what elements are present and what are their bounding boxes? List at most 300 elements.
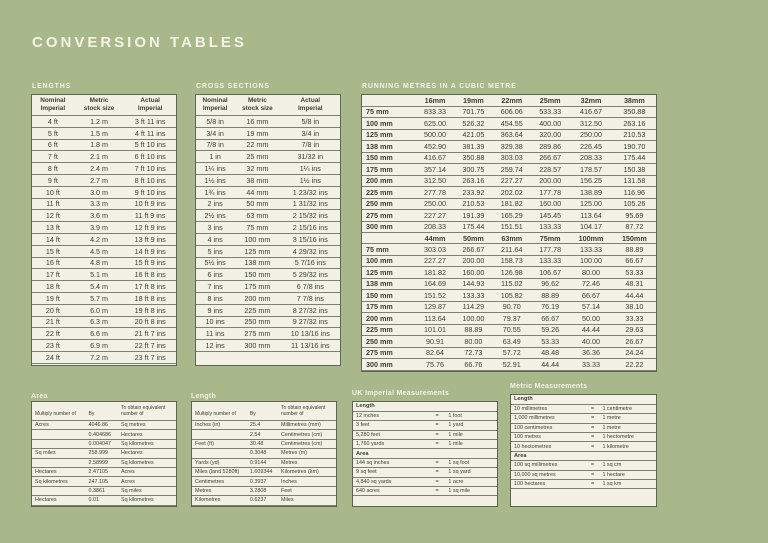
table-cell: 7.2 m [74, 351, 125, 363]
table-cell: 606.06 [493, 106, 531, 118]
table-cell: 7/8 in [196, 139, 234, 151]
table-cell: Inches [278, 477, 336, 486]
table-cell: 23 ft [32, 340, 74, 352]
table-cell: 63.49 [493, 336, 531, 348]
table-cell: 131.58 [613, 175, 656, 187]
table-row [32, 222, 176, 234]
table-row [362, 164, 656, 176]
table-cell: = [586, 414, 600, 423]
header-row [32, 402, 176, 421]
table-cell: 2 ins [196, 198, 234, 210]
table-cell: Miles [278, 496, 336, 505]
table-row [196, 340, 340, 352]
table-cell: 4.2 m [74, 233, 125, 245]
table-cell: 178.57 [569, 164, 612, 176]
table-cell: 289.86 [531, 141, 569, 153]
group-row [511, 395, 656, 404]
table-cell: 1 sq km [599, 480, 656, 489]
table-cell: 88.89 [613, 244, 656, 256]
table-cell: 0.01 [85, 496, 118, 505]
table-cell: Metres [278, 458, 336, 467]
column-header: Multiply number of [32, 402, 85, 421]
table-cell: 421.05 [454, 129, 492, 141]
table-cell: 277.78 [416, 187, 454, 199]
table-cell: 113.64 [416, 313, 454, 325]
table-cell: 90.70 [493, 301, 531, 313]
table-row [32, 477, 176, 486]
table-cell: 1,760 yards [353, 440, 429, 449]
table-cell: 13 ft 9 ins [124, 233, 176, 245]
table-cell: 87.72 [613, 221, 656, 233]
table-cell: 18 ft 8 ins [124, 292, 176, 304]
table-cell: 4 29/32 ins [281, 245, 340, 257]
table-cell: 190.70 [613, 141, 656, 153]
row-label: 138 mm [362, 278, 416, 290]
table-cell: 320.00 [531, 129, 569, 141]
table-cell: 5½ ins [196, 257, 234, 269]
table-row [32, 257, 176, 269]
table-cell: 6.0 m [74, 304, 125, 316]
row-label: 250 mm [362, 198, 416, 210]
table-cell: 5.1 m [74, 269, 125, 281]
table-cell: 151.52 [416, 290, 454, 302]
table-cell: 10 ins [196, 316, 234, 328]
table-cell: 7/8 in [281, 139, 340, 151]
table-cell: 8 27/32 ins [281, 304, 340, 316]
table-row [511, 423, 656, 432]
table-cell: 3.9 m [74, 222, 125, 234]
table-row [362, 336, 656, 348]
table-row [192, 486, 336, 495]
table-cell: 8 ins [196, 292, 234, 304]
table-row [362, 347, 656, 359]
table-row [196, 116, 340, 128]
table-cell: 20 ft [32, 304, 74, 316]
table-cell: 158.73 [493, 255, 531, 267]
table-cell: 6.6 m [74, 328, 125, 340]
table-cell: 24 ft [32, 351, 74, 363]
row-label: 150 mm [362, 290, 416, 302]
table-row [362, 244, 656, 256]
table-row [32, 340, 176, 352]
table-cell: Sq kilometres [32, 477, 85, 486]
table-cell: 144 sq inches [353, 458, 429, 467]
table-cell: 3.0 m [74, 186, 125, 198]
table-cell: Sq kilometres [118, 439, 176, 448]
table-row [362, 255, 656, 267]
table-cell [192, 430, 247, 439]
table-cell: 20 ft 8 ins [124, 316, 176, 328]
uk-imperial-panel [352, 401, 498, 507]
table-cell: 3.2808 [247, 486, 278, 495]
table-cell: = [429, 411, 446, 420]
table-cell: 2.54 [247, 430, 278, 439]
table-cell: 4 ft 11 ins [124, 127, 176, 139]
table-cell: 701.75 [454, 106, 492, 118]
group-label: Area [511, 451, 656, 460]
table-row [32, 439, 176, 448]
table-cell: 100 metres [511, 433, 586, 442]
table-cell: 8 ft [32, 163, 74, 175]
table-cell: 144.93 [454, 278, 492, 290]
table-cell: 9 ft 10 ins [124, 186, 176, 198]
table-cell: 1 sq foot [445, 458, 497, 467]
table-cell: 7 ft 10 ins [124, 163, 176, 175]
column-header: Actual Imperial [281, 95, 340, 116]
table-cell: 1½ ins [196, 174, 234, 186]
table-cell: Centimetres (cm) [278, 430, 336, 439]
row-label: 200 mm [362, 313, 416, 325]
group-row [511, 451, 656, 460]
header-row [192, 402, 336, 421]
table-cell: 177.78 [531, 244, 569, 256]
table-cell: 66.67 [613, 255, 656, 267]
table-cell: 13 ft [32, 222, 74, 234]
table-cell: 1 sq cm [599, 461, 656, 470]
table-cell: 211.64 [493, 244, 531, 256]
row-label: 250 mm [362, 336, 416, 348]
table-cell [192, 449, 247, 458]
table-cell: 15 ft [32, 245, 74, 257]
table-cell: 14 ft 9 ins [124, 245, 176, 257]
table-row [196, 127, 340, 139]
table-cell: 250 mm [234, 316, 280, 328]
column-header: To obtain equivalent number of [278, 402, 336, 421]
table-cell: 133.33 [569, 244, 612, 256]
table-cell: 59.26 [531, 324, 569, 336]
table-cell: 12 ft 9 ins [124, 222, 176, 234]
table-cell: 6 ins [196, 269, 234, 281]
table-cell: 100 centimetres [511, 423, 586, 432]
table-cell: Centimetres (cm) [278, 439, 336, 448]
lengths-table-panel [31, 94, 177, 366]
table-row [196, 163, 340, 175]
table-row [362, 313, 656, 325]
table-cell: 1,000 millimetres [511, 414, 586, 423]
group-row [353, 449, 497, 458]
size-column-header: 75mm [531, 233, 569, 244]
table-cell: 1 23/32 ins [281, 186, 340, 198]
table-cell: 160.00 [454, 267, 492, 279]
table-cell: 1 yard [445, 421, 497, 430]
table-cell: 533.33 [531, 106, 569, 118]
table-row [362, 152, 656, 164]
table-cell: Yards (yd) [192, 458, 247, 467]
row-label: 125 mm [362, 267, 416, 279]
table-cell: = [429, 487, 446, 496]
table-row [32, 174, 176, 186]
table-row [32, 198, 176, 210]
table-cell: 3 15/16 ins [281, 233, 340, 245]
table-row [32, 139, 176, 151]
table-cell: = [429, 421, 446, 430]
table-cell: 233.92 [454, 187, 492, 199]
table-cell: 79.37 [493, 313, 531, 325]
table-cell: 1 mile [445, 430, 497, 439]
table-cell: 350.88 [613, 106, 656, 118]
table-cell: = [586, 433, 600, 442]
table-row [362, 118, 656, 130]
table-cell: = [586, 404, 600, 413]
table-cell: Kilometres (km) [278, 467, 336, 476]
table-cell: 181.82 [416, 267, 454, 279]
table-cell: 833.33 [416, 106, 454, 118]
table-row [362, 267, 656, 279]
table-cell: 76.19 [531, 301, 569, 313]
table-cell: 72.73 [454, 347, 492, 359]
table-cell: 19 mm [234, 127, 280, 139]
table-cell: 1 metre [599, 423, 656, 432]
area-panel [31, 401, 177, 507]
table-cell: 133.33 [531, 255, 569, 267]
table-cell: 1.5 m [74, 127, 125, 139]
group-label: Length [511, 395, 656, 404]
table-row [196, 151, 340, 163]
table-cell: 12 ins [196, 340, 234, 352]
row-label: 100 mm [362, 255, 416, 267]
size-column-header: 22mm [493, 95, 531, 106]
table-cell: 3 ft 11 ins [124, 116, 176, 128]
table-cell: 9 ft [32, 174, 74, 186]
table-cell: 200.00 [454, 255, 492, 267]
table-cell: 52.91 [493, 359, 531, 371]
row-label: 275 mm [362, 210, 416, 222]
row-label: 300 mm [362, 359, 416, 371]
table-cell: 6.3 m [74, 316, 125, 328]
running-metres-panel [361, 94, 657, 372]
table-cell: 22 mm [234, 139, 280, 151]
column-header: Metric stock size [234, 95, 280, 116]
table-cell: 200 mm [234, 292, 280, 304]
row-label: 275 mm [362, 347, 416, 359]
table-cell: 53.33 [613, 267, 656, 279]
table-cell: 10 ft [32, 186, 74, 198]
table-cell: 138.89 [569, 187, 612, 199]
table-cell: 44.44 [569, 324, 612, 336]
table-row [32, 421, 176, 430]
table-cell: 0.9144 [247, 458, 278, 467]
table-row [32, 467, 176, 476]
table-row [32, 210, 176, 222]
table-row [511, 442, 656, 451]
table-cell: 266.67 [531, 152, 569, 164]
table-cell: Feet [278, 486, 336, 495]
table-cell: = [429, 458, 446, 467]
table-cell: 88.89 [531, 290, 569, 302]
table-cell: 11 13/16 ins [281, 340, 340, 352]
table-cell: 53.33 [531, 336, 569, 348]
table-cell: 3 feet [353, 421, 429, 430]
table-cell: 57.72 [493, 347, 531, 359]
table-cell: 329.38 [493, 141, 531, 153]
table-cell: 640 acres [353, 487, 429, 496]
table-cell: 0.3048 [247, 449, 278, 458]
row-label: 100 mm [362, 118, 416, 130]
column-header: To obtain equivalent number of [118, 402, 176, 421]
table-cell: 66.67 [569, 290, 612, 302]
table-cell: 12 ft [32, 210, 74, 222]
table-row [353, 421, 497, 430]
table-cell: 25 mm [234, 151, 280, 163]
table-cell: 165.29 [493, 210, 531, 222]
corner-cell [362, 95, 416, 106]
row-label: 150 mm [362, 152, 416, 164]
table-cell: 227.27 [493, 175, 531, 187]
table-row [511, 461, 656, 470]
table-cell: 1.8 m [74, 139, 125, 151]
table-row [196, 233, 340, 245]
table-cell: 44.44 [613, 290, 656, 302]
table-cell: 31/32 in [281, 151, 340, 163]
size-column-header: 63mm [493, 233, 531, 244]
table-cell: 26.67 [613, 336, 656, 348]
table-row [353, 487, 497, 496]
table-cell: 227.27 [416, 255, 454, 267]
table-cell: 5,280 feet [353, 430, 429, 439]
row-label: 175 mm [362, 301, 416, 313]
size-header-row [362, 233, 656, 244]
table-cell: 150.38 [613, 164, 656, 176]
length-table [192, 402, 336, 506]
table-cell: 208.33 [569, 152, 612, 164]
table-cell: 138 mm [234, 257, 280, 269]
table-cell: 33.33 [569, 359, 612, 371]
table-cell: 259.74 [493, 164, 531, 176]
table-cell [32, 486, 85, 495]
table-cell: 3.6 m [74, 210, 125, 222]
table-cell [32, 439, 85, 448]
table-cell: 300.75 [454, 164, 492, 176]
row-label: 125 mm [362, 129, 416, 141]
table-cell: 114.29 [454, 301, 492, 313]
running-metres-heading: RUNNING METRES IN A CUBIC METRE [362, 83, 517, 90]
table-cell: 36.36 [569, 347, 612, 359]
table-row [511, 433, 656, 442]
table-cell: 1 hectometre [599, 433, 656, 442]
table-cell: 17 ft 8 ins [124, 281, 176, 293]
table-cell: 227.27 [416, 210, 454, 222]
table-row [362, 141, 656, 153]
table-cell: 18 ft [32, 281, 74, 293]
size-column-header: 50mm [454, 233, 492, 244]
table-cell: 181.82 [493, 198, 531, 210]
size-header-row [362, 95, 656, 106]
table-cell: 2.47105 [85, 467, 118, 476]
table-cell: 452.90 [416, 141, 454, 153]
table-cell: 30.48 [247, 439, 278, 448]
table-cell: 1¼ ins [281, 163, 340, 175]
table-cell: Metres [192, 486, 247, 495]
table-cell: 100 mm [234, 233, 280, 245]
table-cell: 228.57 [531, 164, 569, 176]
row-label: 225 mm [362, 324, 416, 336]
table-cell: 80.00 [569, 267, 612, 279]
table-cell: 1.609344 [247, 467, 278, 476]
table-row [362, 359, 656, 371]
table-cell: 32 mm [234, 163, 280, 175]
table-row [32, 281, 176, 293]
table-cell: 208.33 [416, 221, 454, 233]
table-row [32, 292, 176, 304]
table-cell: 38.10 [613, 301, 656, 313]
table-cell: 5 ft 10 ins [124, 139, 176, 151]
table-cell: 75.76 [416, 359, 454, 371]
table-cell: 126.98 [493, 267, 531, 279]
table-cell: 2.7 m [74, 174, 125, 186]
table-cell: 6 ft [32, 139, 74, 151]
table-row [192, 477, 336, 486]
table-row [511, 404, 656, 413]
table-cell: 1 31/32 ins [281, 198, 340, 210]
column-header: Actual Imperial [124, 95, 176, 116]
table-cell: Millimetres (mm) [278, 421, 336, 430]
table-cell: 363.64 [493, 129, 531, 141]
table-row [32, 163, 176, 175]
table-row [196, 328, 340, 340]
table-cell: 3/4 in [196, 127, 234, 139]
table-cell: 263.16 [613, 118, 656, 130]
table-row [196, 292, 340, 304]
table-cell: 50.00 [569, 313, 612, 325]
cross-sections-table-panel [195, 94, 341, 366]
table-cell: 8 ft 10 ins [124, 174, 176, 186]
row-label: 200 mm [362, 175, 416, 187]
table-cell: 416.67 [416, 152, 454, 164]
table-cell: 48.31 [613, 278, 656, 290]
size-column-header: 25mm [531, 95, 569, 106]
table-cell: 175.44 [613, 152, 656, 164]
table-cell: 6.9 m [74, 340, 125, 352]
table-cell: 66.67 [531, 313, 569, 325]
group-row [353, 402, 497, 411]
table-cell: 10 hectometres [511, 442, 586, 451]
table-cell: 5 ft [32, 127, 74, 139]
table-cell: 23 ft 7 ins [124, 351, 176, 363]
table-cell: 454.55 [493, 118, 531, 130]
table-cell: 4,840 sq yards [353, 477, 429, 486]
metric-measurements-heading: Metric Measurements [510, 383, 588, 390]
table-cell: 66.76 [454, 359, 492, 371]
table-cell: 90.91 [416, 336, 454, 348]
table-cell: 72.46 [569, 278, 612, 290]
table-cell: 4046.86 [85, 421, 118, 430]
table-row [32, 316, 176, 328]
table-row [353, 468, 497, 477]
table-cell: 2.58999 [85, 458, 118, 467]
table-cell: 3/4 in [281, 127, 340, 139]
table-cell: 5.7 m [74, 292, 125, 304]
table-cell: 2½ ins [196, 210, 234, 222]
table-cell: 150 mm [234, 269, 280, 281]
table-cell: 400.00 [531, 118, 569, 130]
size-column-header: 19mm [454, 95, 492, 106]
table-cell: 19 ft 8 ins [124, 304, 176, 316]
table-row [362, 324, 656, 336]
table-cell: 5 29/32 ins [281, 269, 340, 281]
table-cell: 247.105 [85, 477, 118, 486]
table-cell: 275 mm [234, 328, 280, 340]
table-cell: = [429, 468, 446, 477]
table-cell: 105.82 [493, 290, 531, 302]
uk-imperial-table [353, 402, 497, 496]
table-cell: 16 ft 8 ins [124, 269, 176, 281]
table-cell: 263.16 [454, 175, 492, 187]
size-column-header: 32mm [569, 95, 612, 106]
table-cell: 5 7/16 ins [281, 257, 340, 269]
table-cell: 44 mm [234, 186, 280, 198]
area-heading: Area [31, 393, 48, 400]
table-row [362, 175, 656, 187]
